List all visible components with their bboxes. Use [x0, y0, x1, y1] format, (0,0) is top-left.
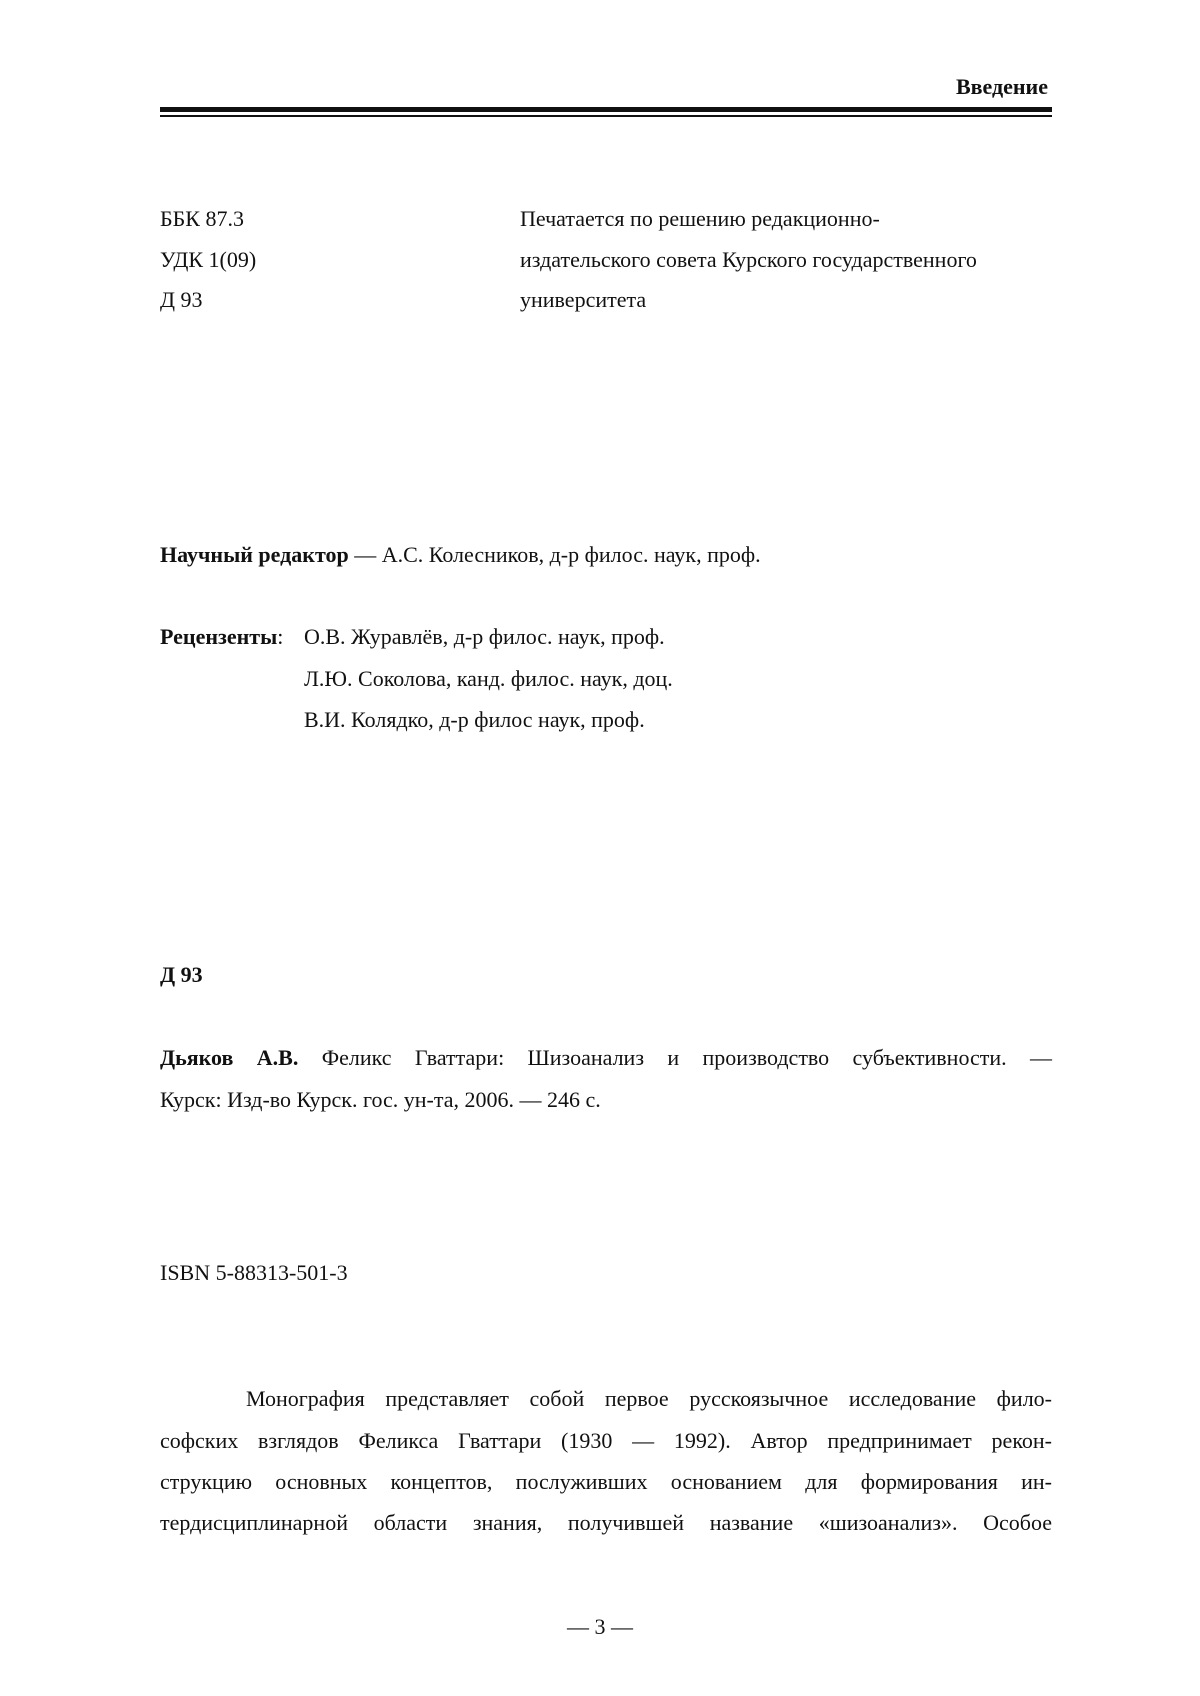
isbn: ISBN 5-88313-501-3 — [160, 1260, 348, 1285]
header-rule-thick — [160, 107, 1052, 112]
publication-note-line: издательского совета Курского государственного — [520, 247, 977, 272]
reviewer-item: В.И. Колядко, д-р филос наук, проф. — [304, 707, 645, 732]
running-header-title: Введение — [955, 74, 1048, 99]
publication-note-line: университета — [520, 287, 647, 312]
abstract-line: струкцию основных концептов, послуживших основанием для формирования ин- — [160, 1469, 1052, 1494]
author-mark-code: Д 93 — [160, 287, 203, 312]
scientific-editor — [160, 542, 761, 568]
abstract-line: софских взглядов Феликса Гваттари (1930 — 1992). Автор предпринимает рекон- — [160, 1428, 1052, 1453]
reviewers-label-line — [160, 624, 283, 650]
editor-label: Научный редактор — [160, 542, 349, 567]
catalog-entry-line2: Курск: Изд-во Курск. гос. ун-та, 2006. — 246 с. — [160, 1087, 601, 1112]
catalog-entry-line1 — [160, 1045, 1052, 1071]
reviewer-item: О.В. Журавлёв, д-р филос. наук, проф. — [304, 624, 665, 649]
reviewers-colon: : — [277, 624, 284, 649]
udk-code: УДК 1(09) — [160, 247, 257, 272]
reviewer-item: Л.Ю. Соколова, канд. филос. наук, доц. — [304, 666, 673, 691]
header-rule-thin — [160, 115, 1052, 117]
editor-text: — А.С. Колесников, д-р филос. наук, проф. — [348, 542, 761, 567]
catalog-author: Дьяков А.В. — [160, 1045, 299, 1070]
abstract-line: Монография представляет собой первое русскоязычное исследование фило- — [246, 1386, 1052, 1411]
reviewers-label: Рецензенты — [160, 624, 278, 649]
bbk-code: ББК 87.3 — [160, 206, 244, 231]
publication-note-line: Печатается по решению редакционно- — [520, 206, 880, 231]
catalog-mark: Д 93 — [160, 962, 203, 987]
abstract-line: тердисциплинарной области знания, получившей название «шизоанализ». Особое — [160, 1510, 1052, 1535]
page-number: — 3 — — [567, 1614, 633, 1639]
catalog-title: Феликс Гваттари: Шизоанализ и производство субъективности. — — [321, 1045, 1053, 1070]
